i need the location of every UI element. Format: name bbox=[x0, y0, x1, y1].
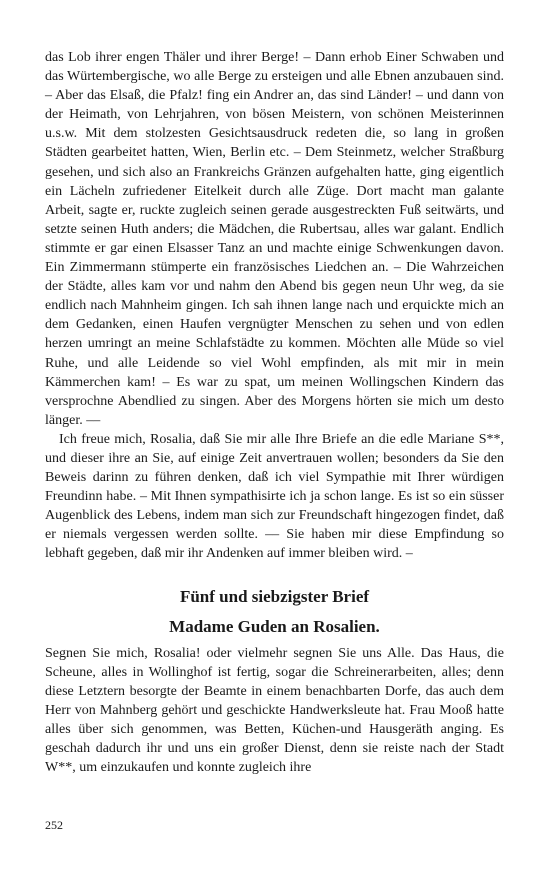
page-number: 252 bbox=[45, 818, 63, 832]
letter-title: Fünf und siebzigster Brief bbox=[179, 586, 370, 606]
letter-body-paragraph: Segnen Sie mich, Rosalia! oder vielmehr segnen Sie uns Alle. Das Haus, die Scheune, alles in Wollinghof ist fertig, sogar die Schreinerarbeiten, alles; denn diese Letztern besorgte der Beamte in einem benachbarten Dorfe, das auch dem Herr von Mahnberg gehört und geschickte Handwerksleute hat. Frau Mooß hatte alles über sich genommen, was Betten, Küchen-und Hausgeräth anging. Es geschah dadurch ihr und uns ein großer Dienst, denn sie reiste nach der Stadt W**, um einzukaufen und konnte zugleich ihre bbox=[45, 645, 504, 776]
letter-addressee: Madame Guden an Rosalien. bbox=[169, 616, 380, 636]
book-page bbox=[45, 48, 504, 777]
continuation-paragraph: das Lob ihrer engen Thäler und ihrer Berge! – Dann erhob Einer Schwaben und das Würtembergische, wo alle Berge zu ersteigen und alle Ebnen anzubauen sind. – Aber das Elsaß, die Pfalz! fing ein Andrer an, das sind Länder! – und dann von der Heimath, von Lehrjahren, von bösen Meistern, von schönen Meisterinnen u.s.w. Mit dem stolzesten Gesichtsausdruck redeten die, so lang in großen Städten gearbeitet hatten, Wien, Berlin etc. – Dem Steinmetz, welcher Straßburg gesehen, und sich also an Frankreichs Gränzen aufgehalten hatte, ging eigentlich ein Lächeln zufriedener Eitelkeit durch alle Züge. Dort macht man galante Arbeit, sagte er, ruckte zugleich seinen gerade ausgestreckten Fuß seitwärts, und setzte seinen Huth anders; die Mädchen, die Rubertsau, alles war galant. Endlich stimmte er gar einen Elsasser Tanz an und machte einige Schwenkungen davon. Ein Zimmermann stümperte ein französisches Liedchen an. – Die Wahrzeichen der Städte, alles kam vor und nahm den Abend bis gegen neun Uhr weg, da sie endlich nach Mahnheim gingen. Ich sah ihnen lange nach und erquickte mich an dem Gedanken, einen Haufen vergnügter Menschen zu sehen und von edlen herzen umringt an meine Schlafstädte zu kommen. Möchten alle Müde so viel Ruhe, und alle Leidende so viel Wohl empfinden, als mit mir in mein Kämmerchen kam! – Es war zu spat, um meinen Wollingschen Kindern das versprochne Abendlied zu singen. Aber des Morgens hörten sie mich um desto länger. –– bbox=[45, 50, 504, 428]
paragraph-rosalia: Ich freue mich, Rosalia, daß Sie mir alle Ihre Briefe an die edle Mariane S**, und dieser ihre an Sie, auf einige Zeit anvertrauen wollen; besonders da Sie den Beweis darinn zu führen denken, daß ich viel Sympathie mit Ihrer würdigen Freundinn habe. – Mit Ihnen sympathisirte ich ja schon lange. Es ist so ein süsser Augenblick des Lebens, indem man sich zur Freundschaft hingezogen findet, daß er niemals vergessen werden sollte. –– Sie haben mir diese Empfindung so lebhaft gegeben, daß mir ihr Andenken auf immer bleiben wird. – bbox=[45, 431, 504, 562]
